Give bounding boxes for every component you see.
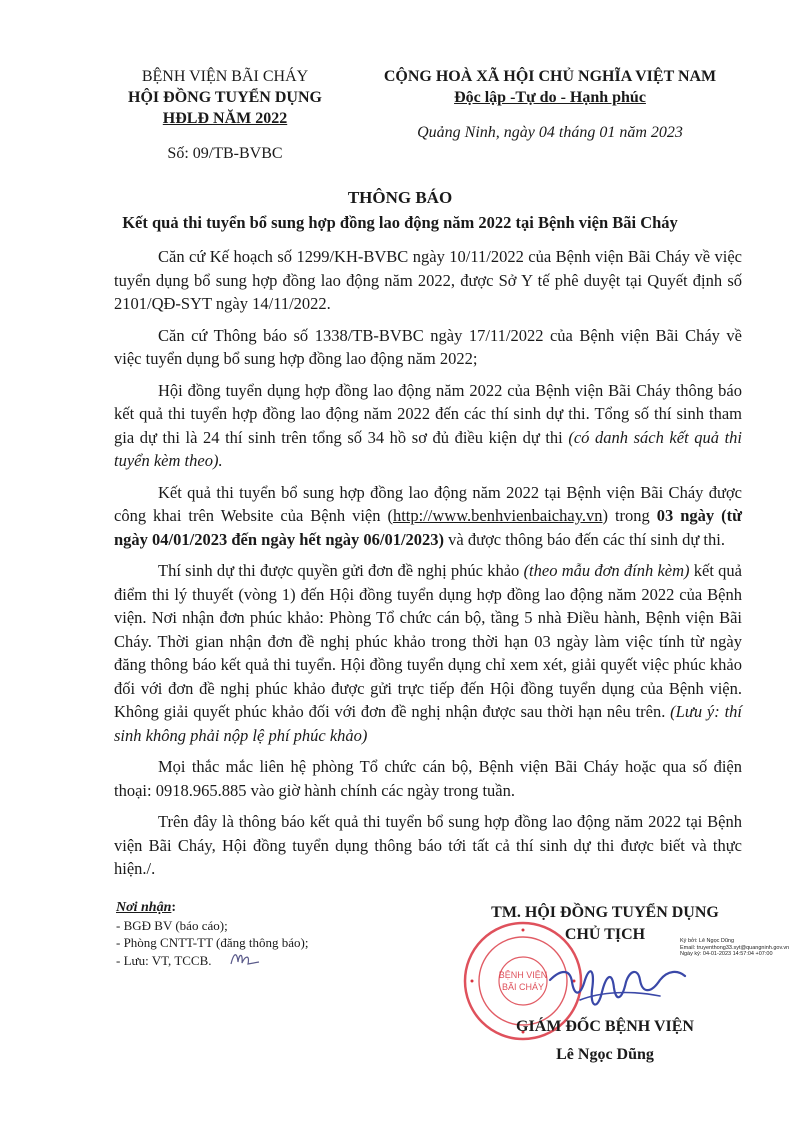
paragraph-3-text: Hội đồng tuyển dụng hợp đồng lao động năm 2022 của Bệnh viện Bãi Cháy thông báo kết quả thi tuyển hợp đồng lao động năm 2022 đến các thí sinh dự thi. Tổng số thí sinh tham gia dự thi là 24 thí sinh trên tổng số 34 hồ sơ đủ điều kiện dự thi	[114, 380, 742, 447]
org-name: BỆNH VIỆN BÃI CHÁY	[141, 68, 309, 85]
nation-name: CỘNG HOÀ XÃ HỘI CHỦ NGHĨA VIỆT NAM	[383, 68, 717, 85]
document-subtitle: Kết quả thi tuyển bổ sung hợp đồng lao động năm 2022 tại Bệnh viện Bãi Cháy	[122, 213, 678, 232]
signature-title-1: TM. HỘI ĐỒNG TUYỂN DỤNG	[491, 904, 719, 921]
recipient-item: - BGĐ BV (báo cáo);	[116, 917, 228, 933]
paragraph-6: Mọi thắc mắc liên hệ phòng Tổ chức cán bộ, Bệnh viện Bãi Cháy hoặc qua số điện thoại: 0918.965.885 vào giờ hành chính các ngày trong tuần.	[114, 757, 742, 800]
paragraph-1: Căn cứ Kế hoạch số 1299/KH-BVBC ngày 10/11/2022 của Bệnh viện Bãi Cháy về việc tuyển dụng bổ sung hợp đồng lao động năm 2022, được Sở Y tế phê duyệt tại Quyết định số 2101/QĐ-SYT ngày 14/11/2022.	[114, 247, 742, 313]
seal-text-2: BÃI CHÁY	[501, 982, 545, 992]
paragraph-4	[114, 481, 742, 552]
signer-role: GIÁM ĐỐC BỆNH VIỆN	[516, 1018, 694, 1035]
signature-title-2: CHỦ TỊCH	[564, 926, 646, 943]
paragraph-4-text-b: ) trong	[602, 506, 657, 525]
recipients-block	[116, 898, 416, 969]
paragraph-4-text-c: và được thông báo đến các thí sinh dự thi.	[444, 529, 725, 549]
org-council: HỘI ĐỒNG TUYỂN DỤNG	[128, 89, 322, 106]
place-date: Quảng Ninh, ngày 04 tháng 01 năm 2023	[417, 124, 683, 141]
paragraph-5-note-1: (theo mẫu đơn đính kèm)	[523, 561, 690, 580]
paragraph-3-note: (có danh sách kết quả thi tuyển kèm theo).	[114, 427, 742, 470]
document-body	[114, 245, 742, 889]
recipients-heading	[116, 898, 416, 917]
website-link[interactable]: http://www.benhvienbaichay.vn	[392, 506, 603, 525]
issuing-organization	[100, 66, 350, 164]
document-number: Số: 09/TB-BVBC	[167, 145, 283, 162]
recipient-item: - Lưu: VT, TCCB.	[116, 952, 212, 968]
national-header	[350, 66, 750, 143]
paragraph-4-deadline: 03 ngày (từ ngày 04/01/2023 đến ngày hết ngày 06/01/2023)	[114, 506, 742, 549]
digital-date: Ngày ký: 04-01-2023 14:57:04 +07:00	[680, 951, 773, 957]
signer-name: Lê Ngọc Dũng	[556, 1046, 654, 1063]
document-title: THÔNG BÁO	[347, 188, 453, 207]
paragraph-4-text-a: Kết quả thi tuyển bổ sung hợp đồng lao động năm 2022 tại Bệnh viện Bãi Cháy được công khai trên Website của Bệnh viện (	[114, 482, 742, 525]
initial-mark	[228, 948, 262, 970]
recipients-colon: :	[171, 900, 177, 915]
paragraph-3	[114, 379, 742, 473]
national-motto: Độc lập -Tự do - Hạnh phúc	[454, 89, 646, 106]
paragraph-5-note-2: (Lưu ý: thí sinh không phải nộp lệ phí phúc khảo)	[114, 702, 742, 745]
paragraph-7: Trên đây là thông báo kết quả thi tuyển bổ sung hợp đồng lao động năm 2022 tại Bệnh viện Bãi Cháy, Hội đồng tuyển dụng thông báo tới tất cả thí sinh dự thi được biết và thực hiện./.	[114, 812, 742, 878]
handwritten-signature	[540, 940, 690, 1030]
recipients-label: Nơi nhận	[116, 900, 172, 915]
recipient-item: - Phòng CNTT-TT (đăng thông báo);	[116, 935, 309, 950]
seal-text-1: BỆNH VIỆN	[498, 970, 548, 980]
digital-signer: Ký bởi: Lê Ngọc Dũng	[680, 938, 735, 944]
digital-email: Email: truyenthong33.syt@quangninh.gov.vn	[680, 944, 790, 951]
paragraph-5-text-a: Thí sinh dự thi được quyền gửi đơn đề nghị phúc khảo	[158, 561, 524, 580]
digital-signature-info	[680, 938, 790, 958]
paragraph-5-text-b: kết quả điểm thi lý thuyết (vòng 1) đến Hội đồng tuyển dụng hợp đồng lao động năm 2022 của Bệnh viện. Nơi nhận đơn phúc khảo: Phòng Tổ chức cán bộ, tầng 5 nhà Điều hành, Bệnh viện Bãi Cháy. Thời gian nhận đơn đề nghị phúc khảo trong thời hạn 03 ngày làm việc tính từ ngày đăng thông báo kết quả thi tuyển. Hội đồng tuyển dụng chỉ xem xét, giải quyết việc phúc khảo đối với đơn đề nghị phúc khảo được gửi trực tiếp đến Hội đồng tuyển dụng của Bệnh viện. Không giải quyết phúc khảo đối với đơn đề nghị nhận được sau thời hạn nêu trên.	[114, 561, 743, 721]
org-council-year: HĐLĐ NĂM 2022	[162, 110, 288, 127]
paragraph-5	[114, 559, 742, 747]
paragraph-2: Căn cứ Thông báo số 1338/TB-BVBC ngày 17/11/2022 của Bệnh viện Bãi Cháy về việc tuyển dụng bổ sung hợp đồng lao động năm 2022;	[114, 325, 742, 368]
